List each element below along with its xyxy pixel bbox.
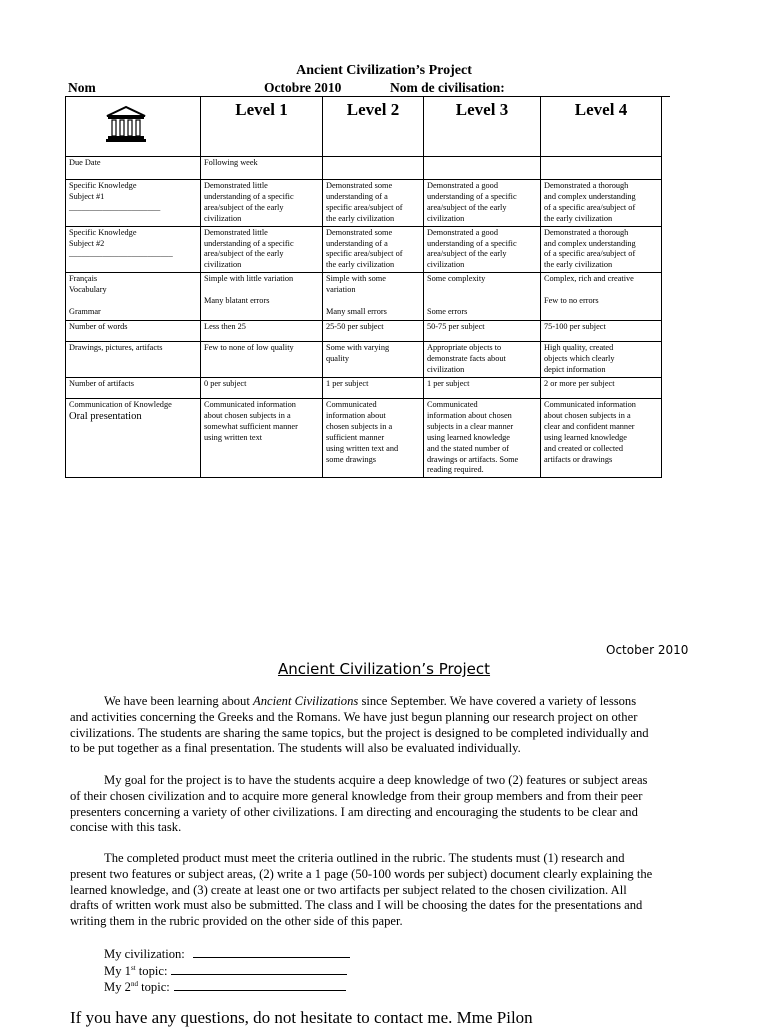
level-4-cell [541, 342, 662, 378]
cell-line: and complex understanding [544, 238, 636, 248]
month-label: Octobre 2010 [264, 80, 342, 95]
name-label: Nom [68, 80, 96, 95]
paragraph-line: writing them in the rubric provided on the other side of this paper. [70, 914, 403, 929]
cell-line: about chosen subjects in a [204, 410, 291, 420]
cell-line: High quality, created [544, 343, 614, 353]
level-3-cell [424, 342, 541, 378]
criterion-cell [66, 377, 201, 398]
cell-line: area/subject of the early [204, 249, 284, 259]
rubric-table [65, 96, 662, 478]
paragraph-line: The completed product must meet the criteria outlined in the rubric. The students must (1) research and [104, 851, 625, 865]
level-2-cell [323, 157, 424, 180]
cell-line [427, 285, 537, 296]
topic-1-label: My 1st topic: [104, 964, 168, 979]
level-2-cell [323, 180, 424, 227]
cell-line: sufficient manner [326, 432, 385, 442]
level-3-cell [424, 321, 541, 342]
criterion-line: Specific Knowledge [69, 227, 137, 237]
cell-line: Demonstrated some [326, 227, 393, 237]
criterion-cell [66, 273, 201, 321]
cell-line [204, 285, 319, 296]
level-4-cell [541, 398, 662, 477]
cell-line: using learned knowledge [427, 432, 510, 442]
level-2-cell [323, 377, 424, 398]
level-1-cell [201, 321, 323, 342]
cell-line: chosen subjects in a [326, 421, 393, 431]
cell-line: of a specific area/subject of [544, 202, 636, 212]
oral-presentation-label: Oral presentation [69, 410, 142, 422]
level-1-cell [201, 342, 323, 378]
cell-line: information about [326, 410, 386, 420]
criterion-line [69, 296, 197, 307]
cell-line: civilization [427, 260, 465, 270]
cell-line: Demonstrated a good [427, 181, 498, 190]
cell-line: Demonstrated a good [427, 227, 498, 237]
rubric-row [66, 321, 662, 342]
level-4-header: Level 4 [541, 97, 662, 157]
criterion-cell [66, 157, 201, 180]
cell-line: understanding of a [326, 238, 388, 248]
level-1-cell [201, 377, 323, 398]
rubric-row [66, 398, 662, 477]
cell-line: understanding of a specific [204, 191, 294, 201]
level-2-cell [323, 273, 424, 321]
criterion-line: Subject #1 [69, 191, 105, 201]
level-1-cell [201, 398, 323, 477]
level-4-cell [541, 226, 662, 273]
closing-line: If you have any questions, do not hesitate to contact me. Mme Pilon [70, 1008, 533, 1027]
cell-line: subjects in a clear manner [427, 421, 514, 431]
cell-line: somewhat sufficient manner [204, 421, 298, 431]
cell-line: the early civilization [326, 260, 395, 270]
cell-line: using written text [204, 432, 263, 442]
cell-line: and the stated number of [427, 443, 510, 453]
cell-line: specific area/subject of [326, 202, 403, 212]
cell-line: using written text and [326, 443, 399, 453]
cell-line: using learned knowledge [544, 432, 627, 442]
cell-line: Few to none of low quality [204, 343, 294, 353]
criterion-line: Subject #2 [69, 238, 105, 248]
my-civilization-blank[interactable] [193, 945, 350, 958]
paragraph-3 [70, 851, 700, 930]
cell-line: clear and confident manner [544, 421, 635, 431]
cell-line: civilization [427, 213, 465, 223]
paragraph-2 [70, 773, 700, 836]
cell-line: area/subject of the early [427, 202, 507, 212]
cell-line: understanding of a specific [427, 191, 517, 201]
criterion-line: Drawings, pictures, artifacts [69, 343, 163, 353]
criterion-line: Number of artifacts [69, 378, 134, 388]
rubric-header-line [68, 80, 670, 97]
cell-line: and complex understanding [544, 191, 636, 201]
rubric-header-row [66, 97, 662, 157]
cell-line: the early civilization [544, 260, 613, 270]
cell-line: information about chosen [427, 410, 512, 420]
cell-line: 0 per subject [204, 378, 247, 388]
criterion-cell [66, 180, 201, 227]
letter-title: Ancient Civilization’s Project [277, 660, 491, 678]
letter-date: October 2010 [606, 643, 689, 657]
cell-line: and created or collected [544, 443, 624, 453]
cell-line: 50-75 per subject [427, 322, 485, 332]
rubric-row [66, 157, 662, 180]
paragraph-line: presenters concerning a variety of other civilizations. I am directing and encouraging the students to be clear and [70, 804, 638, 819]
cell-line: area/subject of the early [427, 249, 507, 259]
topic-1-blank[interactable] [171, 962, 347, 975]
level-2-cell [323, 398, 424, 477]
rubric-row [66, 273, 662, 321]
cell-line [544, 285, 658, 296]
rubric-row [66, 226, 662, 273]
paragraph-1-first-line: We have been learning about Ancient Civilizations since September. We have covered a variety of lessons [104, 694, 637, 708]
cell-line: Complex, rich and creative [544, 274, 634, 284]
level-3-cell [424, 180, 541, 227]
criterion-line: Communication of Knowledge [69, 399, 172, 409]
cell-line: civilization [427, 365, 465, 375]
cell-line: Demonstrated little [204, 181, 268, 190]
paragraph-line: concise with this task. [70, 820, 182, 835]
cell-line: understanding of a specific [204, 238, 294, 248]
cell-line: civilization [204, 213, 242, 223]
cell-line: variation [326, 285, 356, 295]
cell-line: Demonstrated a thorough [544, 227, 629, 237]
cell-line: Demonstrated little [204, 227, 268, 237]
cell-line: Appropriate objects to [427, 343, 502, 353]
criterion-line: Grammar [69, 306, 101, 316]
cell-line: understanding of a [326, 191, 388, 201]
cell-line: Communicated information [544, 399, 636, 409]
cell-line: Many small errors [326, 306, 387, 316]
cell-line: Communicated [326, 399, 377, 409]
cell-line: 25-50 per subject [326, 322, 384, 332]
paragraph-line: drafts of written work must also be submitted. The class and I will be choosing the dates for the presentations and [70, 898, 643, 913]
cell-line: civilization [204, 260, 242, 270]
cell-line: drawings or artifacts. Some [427, 454, 519, 464]
cell-line: understanding of a specific [427, 238, 517, 248]
topic-2-field [104, 977, 346, 996]
paragraph-1 [70, 694, 700, 757]
rubric-row [66, 180, 662, 227]
cell-line: objects which clearly [544, 354, 615, 364]
level-3-cell [424, 398, 541, 477]
level-4-cell [541, 157, 662, 180]
cell-line: area/subject of the early [204, 202, 284, 212]
rubric-icon-cell [66, 97, 201, 157]
cell-line: the early civilization [326, 213, 395, 223]
level-2-cell [323, 342, 424, 378]
cell-line: 1 per subject [427, 378, 470, 388]
my-civilization-label: My civilization: [104, 947, 185, 961]
cell-line: depict information [544, 365, 606, 375]
level-3-cell [424, 377, 541, 398]
criterion-cell [66, 226, 201, 273]
level-1-header: Level 1 [201, 97, 323, 157]
rubric-row [66, 342, 662, 378]
criterion-cell [66, 321, 201, 342]
cell-line: Some errors [427, 306, 468, 316]
cell-line: Communicated information [204, 399, 296, 409]
criterion-line: Vocabulary [69, 285, 107, 295]
topic-2-label: My 2nd topic: [104, 980, 170, 995]
cell-line: some drawings [326, 454, 377, 464]
level-2-cell [323, 321, 424, 342]
cell-line: about chosen subjects in a [544, 410, 631, 420]
level-3-cell [424, 273, 541, 321]
level-1-cell [201, 226, 323, 273]
cell-line: 2 or more per subject [544, 378, 615, 388]
level-2-cell [323, 226, 424, 273]
cell-line: specific area/subject of [326, 249, 403, 259]
rubric-row [66, 377, 662, 398]
cell-line: Many blatant errors [204, 296, 270, 306]
cell-line: 75-100 per subject [544, 322, 606, 332]
cell-line: Simple with some [326, 274, 386, 284]
paragraph-line: and activities concerning the Greeks and the Romans. We have just begun planning our research project on other [70, 709, 638, 724]
level-4-cell [541, 321, 662, 342]
level-2-header: Level 2 [323, 97, 424, 157]
cell-line: Some with varying [326, 343, 390, 353]
criterion-line: Specific Knowledge [69, 181, 137, 190]
level-4-cell [541, 273, 662, 321]
cell-line: 1 per subject [326, 378, 369, 388]
cell-line: Few to no errors [544, 296, 599, 306]
cell-line: quality [326, 354, 350, 364]
level-4-cell [541, 180, 662, 227]
paragraph-line: to be put together as a final presentation. The students will also be evaluated individually. [70, 741, 521, 756]
civilization-name-label: Nom de civilisation: [390, 80, 505, 95]
cell-line [427, 296, 537, 307]
level-3-cell [424, 157, 541, 180]
cell-line: Simple with little variation [204, 274, 294, 284]
cell-line: the early civilization [544, 213, 613, 223]
topic-2-blank[interactable] [174, 978, 346, 991]
criterion-cell [66, 398, 201, 477]
ancient-civilizations-italic: Ancient Civilizations [253, 694, 359, 708]
criterion-cell [66, 342, 201, 378]
paragraph-line: learned knowledge, and (3) create at least one or two artifacts per subject related to the chosen civilization. All [70, 882, 627, 897]
criterion-line: Number of words [69, 322, 128, 332]
cell-line: demonstrate facts about [427, 354, 506, 364]
cell-line: artifacts or drawings [544, 454, 613, 464]
criterion-line: Due Date [69, 158, 101, 167]
level-4-cell [541, 377, 662, 398]
cell-line: Less then 25 [204, 322, 246, 332]
greek-temple-icon [104, 104, 148, 144]
rubric-title: Ancient Civilization’s Project [296, 63, 472, 78]
cell-line: Demonstrated some [326, 181, 393, 190]
cell-line [326, 296, 420, 307]
level-1-cell [201, 180, 323, 227]
level-1-cell [201, 157, 323, 180]
paragraph-line: present two features or subject areas, (2) write a 1 page (50-100 words per subject) document clearly explaining the [70, 866, 653, 881]
cell-line: Communicated [427, 399, 478, 409]
level-3-header: Level 3 [424, 97, 541, 157]
level-3-cell [424, 226, 541, 273]
paragraph-line: of their chosen civilization and to acquire more general knowledge from their group members and from their peer [70, 788, 643, 803]
paragraph-line: civilizations. The students are sharing the same topics, but the project is designed to be completed individually and [70, 725, 649, 740]
criterion-line: ______________________ [69, 202, 161, 212]
cell-line: of a specific area/subject of [544, 249, 636, 259]
cell-line: Demonstrated a thorough [544, 181, 629, 190]
level-1-cell [201, 273, 323, 321]
criterion-line: _________________________ [69, 249, 173, 259]
cell-line: reading required. [427, 465, 484, 475]
cell-line: Following week [204, 158, 258, 167]
criterion-line: Français [69, 274, 98, 284]
paragraph-line: My goal for the project is to have the students acquire a deep knowledge of two (2) features or subject areas [104, 773, 648, 787]
cell-line: Some complexity [427, 274, 486, 284]
